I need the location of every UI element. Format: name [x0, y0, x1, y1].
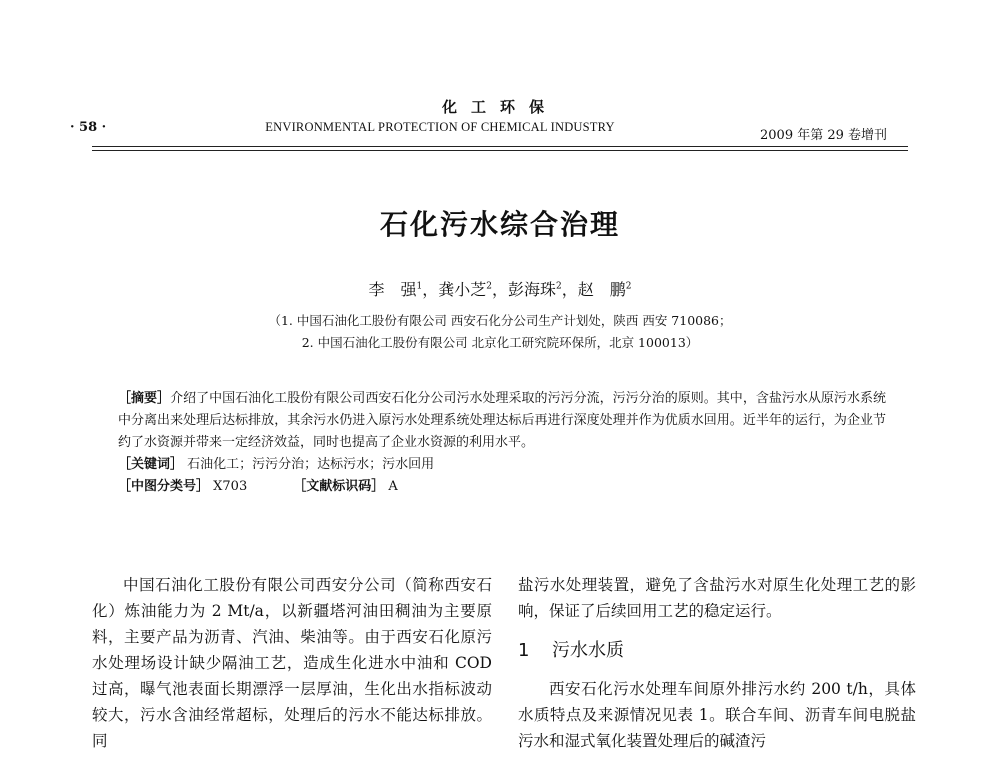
issue-info: 2009 年第 29 卷增刊: [760, 128, 888, 143]
header-rule: [92, 146, 908, 151]
affiliation-1: （1. 中国石油化工股份有限公司 西安石化分公司生产计划处，陕西 西安 710086；: [268, 313, 732, 328]
body-paragraph: 盐污水处理装置，避免了含盐污水对原生化处理工艺的影响，保证了后续回用工艺的稳定运行。: [518, 576, 916, 620]
body-paragraph: 西安石化污水处理车间原外排污水约 200 t/h，具体水质特点及来源情况见表 1。联合车间、沥青车间电脱盐污水和湿式氧化装置处理后的碱渣污: [518, 680, 916, 750]
journal-title-en: ENVIRONMENTAL PROTECTION OF CHEMICAL INDUSTRY: [265, 120, 615, 134]
author-name: 李 强: [368, 280, 417, 299]
doc-code-value: A: [388, 479, 398, 494]
body-paragraph: 中国石油化工股份有限公司西安分公司（简称西安石化）炼油能力为 2 Mt/a，以新疆塔河油田稠油为主要原料，主要产品为沥青、汽油、柴油等。由于西安石化原污水处理场设计缺少隔油工艺，造成生化进水中油和 COD 过高，曝气池表面长期漂浮一层厚油，生化出水指标波动较大，污水含油经常超标，处理后的污水不能达标排放。同: [92, 576, 492, 750]
author-separator: ，: [561, 280, 578, 299]
author-separator: ，: [491, 280, 508, 299]
keywords-label: ［关键词］: [118, 457, 184, 472]
section-title: 污水水质: [552, 640, 624, 661]
abstract-label: ［摘要］: [118, 391, 171, 406]
author-affiliation-mark: 2: [556, 281, 562, 292]
author-list: [0, 277, 1000, 300]
body-column-right: [518, 572, 916, 754]
author-separator: ，: [422, 280, 439, 299]
classification: [118, 476, 886, 498]
keywords: [118, 454, 886, 476]
author-affiliation-mark: 2: [625, 281, 632, 292]
affiliation-2: 2. 中国石油化工股份有限公司 北京化工研究院环保所，北京 100013）: [301, 335, 699, 350]
author-affiliation-mark: 1: [416, 281, 423, 292]
article-title: 石化污水综合治理: [379, 208, 620, 241]
abstract-block: [118, 388, 886, 498]
abstract: [118, 388, 886, 454]
author-affiliation-mark: 2: [486, 281, 492, 292]
keywords-text: 石油化工；污污分治；达标污水；污水回用: [187, 457, 435, 472]
body-column-left: [92, 572, 492, 754]
author-name: 龚小芝: [438, 280, 487, 299]
clc-label: ［中图分类号］: [118, 479, 210, 494]
author-name: 彭海珠: [508, 280, 557, 299]
clc-value: X703: [213, 479, 248, 494]
section-number: 1: [518, 640, 530, 661]
journal-title-cn: 化工环保: [441, 98, 558, 116]
doc-code-label: ［文献标识码］: [293, 479, 385, 494]
abstract-text: 介绍了中国石油化工股份有限公司西安石化分公司污水处理采取的污污分流，污污分治的原则。其中，含盐污水从原污水系统中分离出来处理后达标排放，其余污水仍进入原污水处理系统处理达标后再进行深度处理并作为优质水回用。近半年的运行，为企业节约了水资源并带来一定经济效益，同时也提高了企业水资源的利用水平。: [118, 391, 886, 450]
author-name: 赵 鹏: [577, 280, 626, 299]
page-number: · 58 ·: [70, 120, 107, 135]
section-heading: [518, 638, 916, 664]
